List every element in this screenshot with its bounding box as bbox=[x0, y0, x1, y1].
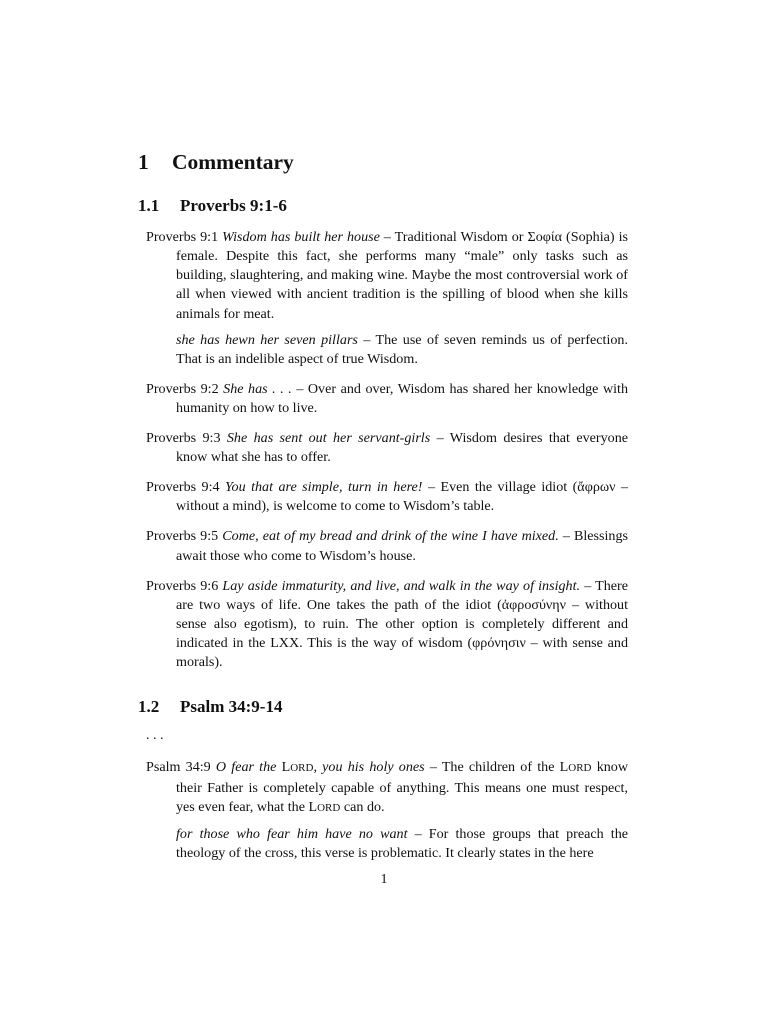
section-number: 1 bbox=[138, 150, 149, 174]
commentary-entry bbox=[146, 429, 628, 467]
commentary-text: – Wisdom desires that everyone know what she has to offer. bbox=[176, 430, 628, 466]
commentary-text: – Over and over, Wisdom has shared her knowledge with humanity on how to live. bbox=[176, 380, 629, 416]
divine-name-initial: L bbox=[559, 759, 569, 776]
verse-quote: for those who fear him have no want bbox=[176, 825, 408, 842]
divine-name-rest: ORD bbox=[317, 801, 341, 814]
divine-name bbox=[282, 759, 314, 775]
subsection-number: 1.2 bbox=[138, 697, 160, 717]
subsection-heading bbox=[138, 196, 628, 216]
verse-ref: Proverbs 9:1 bbox=[146, 229, 219, 246]
verse-ref: Psalm 34:9 bbox=[146, 759, 211, 776]
commentary-text: – There are two ways of life. One takes the path of the idiot (ἀφροσύνην – without sense also egotism), to ruin. The other option is completely different and indicated in the LXX. This is the way of wisdom (φρόνησιν – with sense and morals). bbox=[176, 577, 628, 670]
page-body bbox=[138, 150, 628, 874]
commentary-text: know their Father is completely capable of anything. This means one must respect, yes even fear, what the bbox=[176, 759, 629, 815]
divine-name-initial: L bbox=[281, 759, 291, 776]
commentary-text: – For those groups that preach the theology of the cross, this verse is problematic. It clearly states in the here bbox=[176, 825, 628, 861]
commentary-entry bbox=[146, 758, 628, 817]
commentary-entry bbox=[146, 527, 628, 565]
page-number: 1 bbox=[380, 872, 388, 887]
commentary-text: can do. bbox=[343, 798, 385, 815]
commentary-entry bbox=[146, 577, 628, 672]
verse-quote: You that are simple, turn in here! bbox=[225, 479, 423, 496]
divine-name bbox=[560, 759, 592, 775]
verse-quote: She has . . . bbox=[223, 380, 292, 397]
verse-quote-part: O fear the bbox=[215, 759, 277, 776]
commentary-text: – Blessings await those who come to Wisdom’s house. bbox=[176, 528, 628, 564]
divine-name-initial: L bbox=[308, 798, 318, 815]
subsection-number: 1.1 bbox=[138, 195, 160, 215]
verse-quote: she has hewn her seven pillars bbox=[176, 331, 358, 348]
commentary-text: – Traditional Wisdom or Σοφία (Sophia) is female. Despite this fact, she performs many “male” only tasks such as building, slaughtering, and making wine. Maybe the most controversial work of all when viewed with ancient tradition is the spilling of blood when she kills animals for meat. bbox=[176, 229, 628, 322]
divine-name bbox=[309, 799, 341, 815]
commentary-entry bbox=[146, 228, 628, 323]
commentary-entry bbox=[146, 478, 628, 516]
subsection-title: Proverbs 9:1-6 bbox=[180, 195, 287, 215]
subsection-title: Psalm 34:9-14 bbox=[180, 697, 283, 717]
verse-quote: Wisdom has built her house bbox=[222, 229, 380, 246]
commentary-text: – The use of seven reminds us of perfection. That is an indelible aspect of true Wisdom. bbox=[176, 331, 628, 367]
section-heading bbox=[138, 150, 628, 176]
verse-quote-part: , you his holy ones bbox=[313, 759, 425, 776]
commentary-text: – The children of the bbox=[429, 759, 555, 776]
verse-quote: Come, eat of my bread and drink of the wine I have mixed. bbox=[222, 528, 559, 545]
commentary-subentry bbox=[176, 825, 628, 863]
verse-ref: Proverbs 9:5 bbox=[146, 528, 219, 545]
divine-name-rest: ORD bbox=[290, 762, 314, 775]
verse-quote bbox=[216, 759, 425, 775]
divine-name-rest: ORD bbox=[568, 762, 592, 775]
section-spacer bbox=[138, 683, 628, 697]
verse-ref: Proverbs 9:6 bbox=[146, 577, 219, 594]
verse-ref: Proverbs 9:4 bbox=[146, 479, 220, 496]
subsection-heading bbox=[138, 697, 628, 717]
verse-quote: She has sent out her servant-girls bbox=[226, 430, 431, 447]
commentary-text: – Even the village idiot (ἄφρων – without a mind), is welcome to come to Wisdom’s table. bbox=[176, 479, 628, 515]
verse-ref: Proverbs 9:3 bbox=[146, 430, 221, 447]
verse-ref: Proverbs 9:2 bbox=[146, 380, 219, 397]
commentary-entry bbox=[146, 380, 628, 418]
commentary-subentry bbox=[176, 331, 628, 369]
section-title: Commentary bbox=[172, 150, 294, 174]
omitted-text-ellipsis: . . . bbox=[146, 728, 164, 744]
verse-quote: Lay aside immaturity, and live, and walk in the way of insight. bbox=[222, 577, 581, 594]
